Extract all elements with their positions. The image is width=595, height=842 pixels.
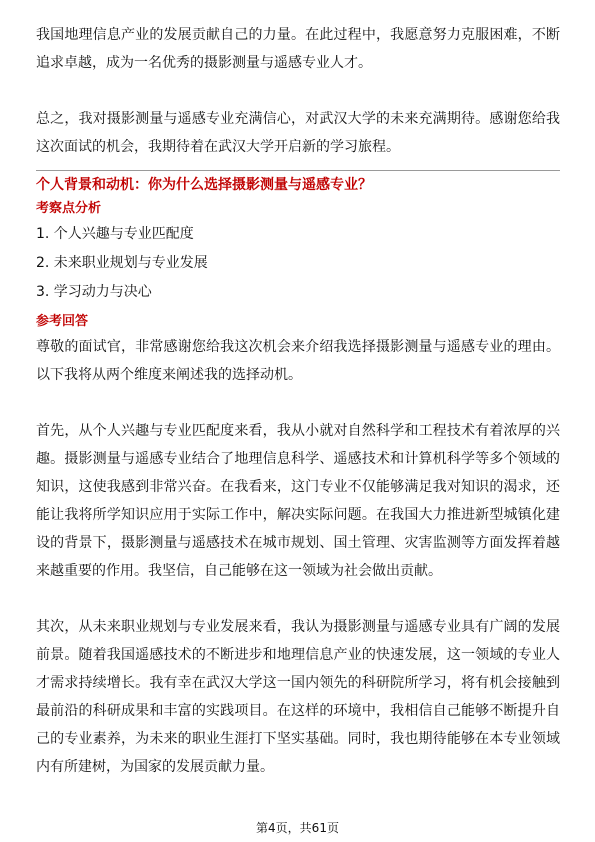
analysis-point: 1. 个人兴趣与专业匹配度 [36, 226, 194, 242]
analysis-list [36, 220, 560, 307]
answer-paragraph: 首先，从个人兴趣与专业匹配度来看，我从小就对自然科学和工程技术有着浓厚的兴趣。摄影测量与遥感专业结合了地理信息科学、遥感技术和计算机科学等多个领域的知识，这使我感到非常兴奋。在我看来，这门专业不仅能够满足我对知识的渴求，还能让我将所学知识应用于实际工作中，解决实际问题。在我国大力推进新型城镇化建设的背景下，摄影测量与遥感技术在城市规划、国土管理、灾害监测等方面发挥着越来越重要的作用。我坚信，自己能够在这一领域为社会做出贡献。 [36, 423, 560, 579]
page-number: 第4页，共61页 [256, 821, 339, 835]
answer-paragraph: 其次，从未来职业规划与专业发展来看，我认为摄影测量与遥感专业具有广阔的发展前景。随着我国遥感技术的不断进步和地理信息产业的快速发展，这一领域的专业人才需求持续增长。我有幸在武汉大学这一国内领先的科研院所学习，将有机会接触到最前沿的科研成果和丰富的实践项目。在这样的环境中，我相信自己能够不断提升自己的专业素养，为未来的职业生涯打下坚实基础。同时，我也期待能够在本专业领域内有所建树，为国家的发展贡献力量。 [36, 619, 560, 775]
paragraph-gap [36, 585, 560, 613]
analysis-point: 3. 学习动力与决心 [36, 284, 152, 300]
analysis-point: 2. 未来职业规划与专业发展 [36, 255, 208, 271]
paragraph-gap [36, 77, 560, 105]
paragraph-gap [36, 389, 560, 417]
conclusion-paragraph: 总之，我对摄影测量与遥感专业充满信心，对武汉大学的未来充满期待。感谢您给我这次面试的机会，我期待着在武汉大学开启新的学习旅程。 [36, 111, 560, 155]
intro-paragraph: 我国地理信息产业的发展贡献自己的力量。在此过程中，我愿意努力克服困难，不断追求卓越，成为一名优秀的摄影测量与遥感专业人才。 [36, 27, 560, 71]
interview-question: 个人背景和动机：你为什么选择摄影测量与遥感专业？ [36, 177, 372, 193]
analysis-heading: 考察点分析 [36, 201, 102, 216]
answer-paragraph: 尊敬的面试官，非常感谢您给我这次机会来介绍我选择摄影测量与遥感专业的理由。以下我将从两个维度来阐述我的选择动机。 [36, 339, 560, 383]
page-content [36, 21, 560, 781]
answer-heading: 参考回答 [36, 314, 89, 329]
section-divider [36, 170, 560, 171]
